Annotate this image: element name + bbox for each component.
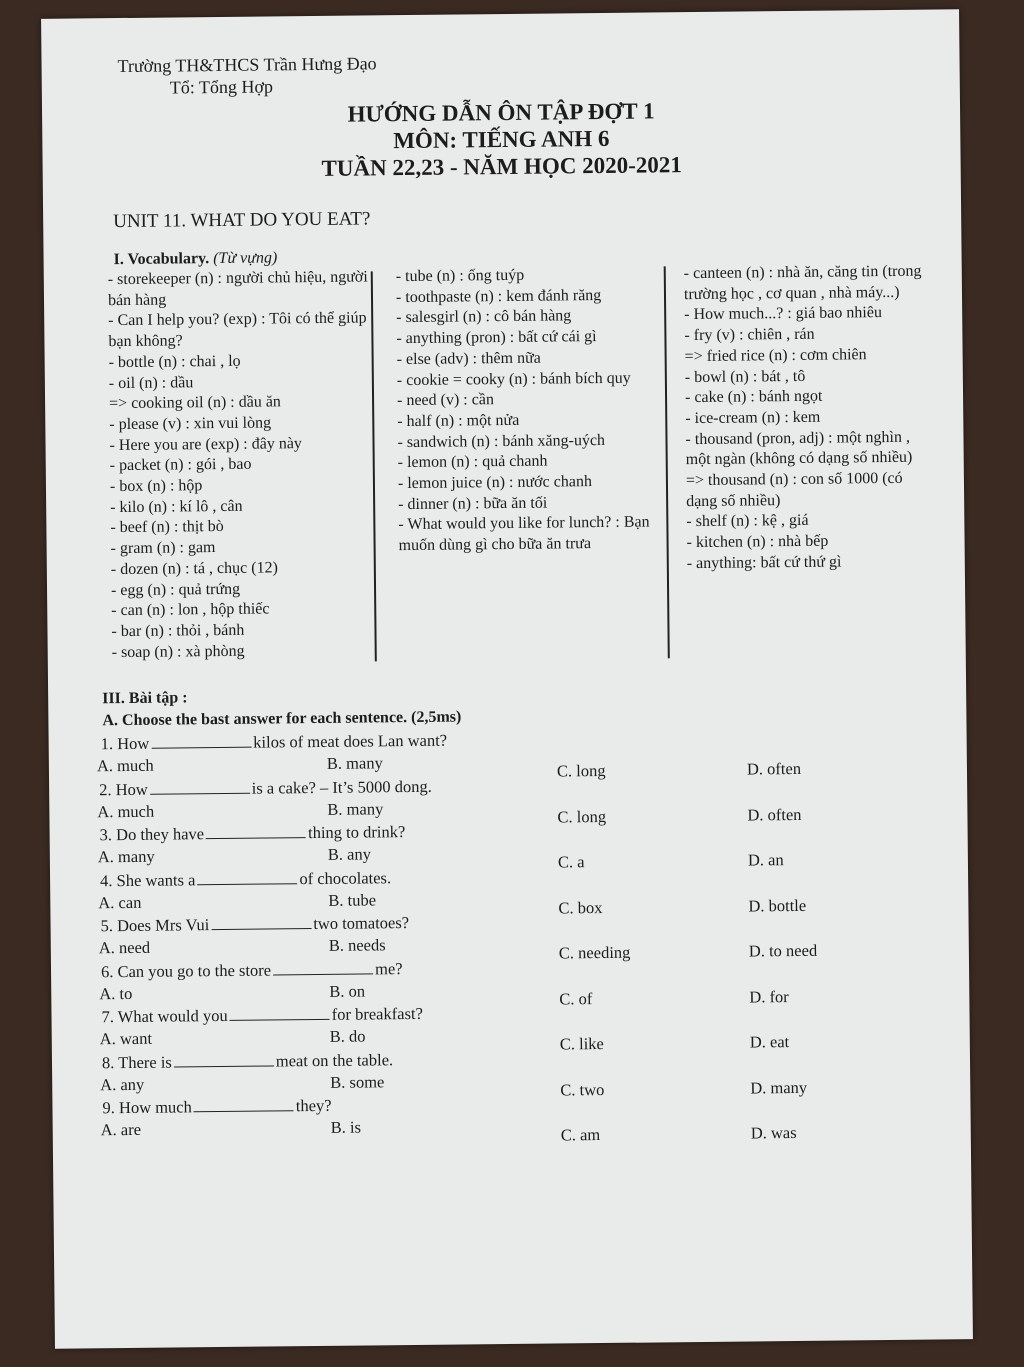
vocab-item: - beef (n) : thịt bò	[110, 518, 224, 537]
vocab-item: - thousand (pron, adj) : một nghìn , một ngàn (không có dạng số nhiều)	[685, 428, 913, 469]
question-stem: 7. What would you	[101, 1005, 228, 1027]
question-text	[101, 959, 403, 982]
question-stem: 2. How	[99, 779, 148, 799]
answer-option: C. needing	[558, 942, 631, 963]
question-stem: 3. Do they have	[99, 824, 205, 845]
question-tail: two tomatoes?	[313, 913, 410, 934]
question-tail: of chocolates.	[299, 867, 392, 888]
document-page	[41, 9, 973, 1349]
vocab-item: - canteen (n) : nhà ăn, căng tin (trong trường học , cơ quan , nhà máy...)	[683, 262, 922, 303]
vocab-item: - kitchen (n) : nhà bếp	[686, 532, 829, 552]
answer-option: C. a	[557, 852, 585, 872]
answer-blank	[230, 1005, 330, 1021]
answer-option: A. any	[100, 1074, 145, 1094]
question-stem: 9. How much	[102, 1097, 192, 1118]
vocab-item: - sandwich (n) : bánh xăng-uých	[397, 431, 606, 451]
answer-option: C. two	[560, 1079, 605, 1099]
answer-option: A. much	[97, 801, 155, 821]
question-text	[100, 868, 391, 891]
vocab-item: - can (n) : lon , hộp thiếc	[111, 600, 270, 620]
vocab-item: - ice-cream (n) : kem	[685, 408, 821, 428]
answer-blank	[150, 778, 250, 794]
question-text	[101, 731, 448, 755]
question-stem: 5. Does Mrs Vui	[100, 915, 210, 936]
answer-option: D. was	[750, 1122, 797, 1143]
vocab-item: - lemon (n) : quả chanh	[397, 452, 548, 472]
answer-blank	[151, 733, 251, 749]
answer-option: B. is	[330, 1117, 362, 1137]
question-tail: is a cake? – It’s 5000 dong.	[251, 776, 432, 798]
doc-title-line-2: MÔN: TIẾNG ANH 6	[393, 125, 610, 154]
vocab-item: - Here you are (exp) : đây này	[109, 434, 302, 454]
question-stem: 6. Can you go to the store	[100, 959, 272, 981]
answer-option: A. are	[100, 1119, 142, 1140]
question-tail: they?	[295, 1095, 332, 1116]
vocab-item: => thousand (n) : con số 1000 (có dạng số nhiều)	[685, 469, 903, 510]
unit-heading: UNIT 11. WHAT DO YOU EAT?	[113, 208, 371, 233]
vocabulary-heading	[113, 249, 277, 269]
answer-option: B. any	[327, 844, 372, 864]
vocab-item: - egg (n) : quả trứng	[110, 580, 241, 599]
answer-option: B. some	[330, 1071, 385, 1092]
answer-option: A. much	[96, 755, 154, 776]
answer-option: C. like	[559, 1034, 604, 1054]
group-name: Tổ: Tổng Hợp	[169, 76, 274, 98]
vocab-item: - oil (n) : dầu	[108, 373, 194, 392]
answer-option: A. to	[99, 983, 133, 1003]
vocabulary-heading-text: I. Vocabulary.	[113, 250, 210, 269]
answer-option: B. many	[327, 798, 384, 819]
vocab-item: - How much...? : giá bao nhiêu	[684, 304, 883, 324]
answer-option: A. can	[98, 892, 142, 912]
answer-option: C. long	[556, 760, 606, 781]
question-stem: 1. How	[100, 733, 150, 754]
vocab-item: - lemon juice (n) : nước chanh	[397, 473, 592, 493]
doc-title-line-3: TUẦN 22,23 - NĂM HỌC 2020-2021	[321, 152, 682, 181]
answer-option: B. many	[326, 753, 383, 773]
vocab-item: - cake (n) : bánh ngọt	[684, 387, 823, 407]
answer-option: C. am	[560, 1125, 601, 1145]
vocab-item: - bottle (n) : chai , lọ	[108, 352, 241, 371]
vocab-item: - cookie = cooky (n) : bánh bích quy	[396, 369, 631, 389]
question-text	[101, 1004, 423, 1027]
vocab-item: - shelf (n) : kệ , giá	[686, 512, 809, 531]
vocab-item: - toothpaste (n) : kem đánh răng	[395, 286, 602, 306]
answer-option: C. of	[559, 988, 593, 1008]
vocab-item: => fried rice (n) : cơm chiên	[684, 346, 867, 365]
answer-option: D. for	[749, 986, 789, 1006]
answer-blank	[194, 1096, 294, 1112]
question-stem: 4. She wants a	[99, 869, 196, 890]
answer-blank	[273, 959, 373, 975]
vocab-item: - else (adv) : thêm nữa	[396, 349, 541, 368]
question-text	[100, 913, 409, 936]
vocab-item: - need (v) : cần	[396, 391, 495, 410]
vocab-item: - What would you like for lunch? : Bạn muốn dùng gì cho bữa ăn trưa	[398, 513, 650, 555]
vocab-item: - storekeeper (n) : người chủ hiệu, người bán hàng	[107, 268, 368, 309]
vocab-item: - bowl (n) : bát , tô	[684, 367, 806, 386]
vocab-column-3	[684, 262, 927, 575]
question-tail: thing to drink?	[307, 822, 406, 843]
vocab-item: - anything (pron) : bất cứ cái gì	[396, 328, 597, 348]
answer-option: C. box	[558, 897, 603, 917]
answer-option: B. tube	[328, 889, 377, 910]
question-stem: 8. There is	[101, 1052, 172, 1072]
vocab-item: - box (n) : hộp	[109, 477, 203, 496]
exercises-heading: III. Bài tập :	[102, 689, 188, 708]
vocab-item: - bar (n) : thỏi , bánh	[111, 621, 245, 641]
answer-option: A. want	[99, 1028, 153, 1049]
answer-option: D. to need	[748, 940, 818, 961]
answer-option: B. do	[329, 1026, 366, 1046]
vocab-item: - salesgirl (n) : cô bán hàng	[396, 307, 572, 327]
column-divider	[664, 266, 670, 658]
vocabulary-heading-note: (Từ vựng)	[213, 249, 278, 268]
vocab-item: - kilo (n) : kí lô , cân	[110, 497, 243, 516]
vocab-column-2	[396, 264, 661, 557]
vocab-item: - half (n) : một nửa	[397, 411, 520, 431]
question-tail: for breakfast?	[331, 1003, 423, 1024]
doc-title-line-1: HƯỚNG DẪN ÔN TẬP ĐỢT 1	[347, 98, 655, 127]
question-text	[99, 776, 432, 799]
question-text	[102, 1050, 393, 1073]
answer-option: D. an	[747, 850, 784, 870]
answer-option: D. often	[747, 804, 802, 824]
question-text	[102, 1096, 331, 1118]
school-name: Trường TH&THCS Trần Hưng Đạo	[117, 53, 377, 77]
answer-blank	[211, 914, 311, 930]
vocab-item: - gram (n) : gam	[110, 539, 216, 558]
answer-option: D. often	[746, 758, 802, 779]
question-tail: kilos of meat does Lan want?	[253, 730, 448, 752]
vocab-item: => cooking oil (n) : dầu ăn	[109, 393, 281, 413]
answer-option: A. many	[97, 846, 155, 867]
question-tail: me?	[374, 958, 403, 978]
answer-blank	[206, 823, 306, 839]
vocab-item: - fry (v) : chiên , rán	[684, 325, 815, 345]
vocab-item: - Can I help you? (exp) : Tôi có thể giúp bạn không?	[108, 309, 367, 351]
answer-option: A. need	[98, 937, 151, 958]
answer-option: D. many	[750, 1077, 808, 1097]
answer-option: D. bottle	[748, 895, 807, 915]
vocab-item: - soap (n) : xà phòng	[111, 642, 245, 661]
vocab-item: - please (v) : xin vui lòng	[109, 414, 272, 434]
vocab-column-1	[108, 267, 374, 663]
vocab-item: - tube (n) : ống tuýp	[395, 266, 525, 286]
question-tail: meat on the table.	[275, 1049, 394, 1070]
answer-option: B. on	[329, 981, 366, 1001]
question-text	[100, 822, 406, 845]
answer-option: B. needs	[328, 935, 386, 955]
vocab-item: - dinner (n) : bữa ăn tối	[398, 494, 548, 513]
section-a-heading: A. Choose the bast answer for each sentence. (2,5ms)	[102, 708, 462, 730]
vocab-item: - dozen (n) : tá , chục (12)	[110, 559, 278, 578]
vocab-item: - packet (n) : gói , bao	[109, 455, 252, 475]
vocab-item: - anything: bất cứ thứ gì	[686, 553, 842, 572]
answer-option: C. long	[557, 806, 607, 826]
answer-option: D. eat	[749, 1032, 790, 1052]
answer-blank	[174, 1051, 274, 1067]
answer-blank	[197, 869, 297, 885]
